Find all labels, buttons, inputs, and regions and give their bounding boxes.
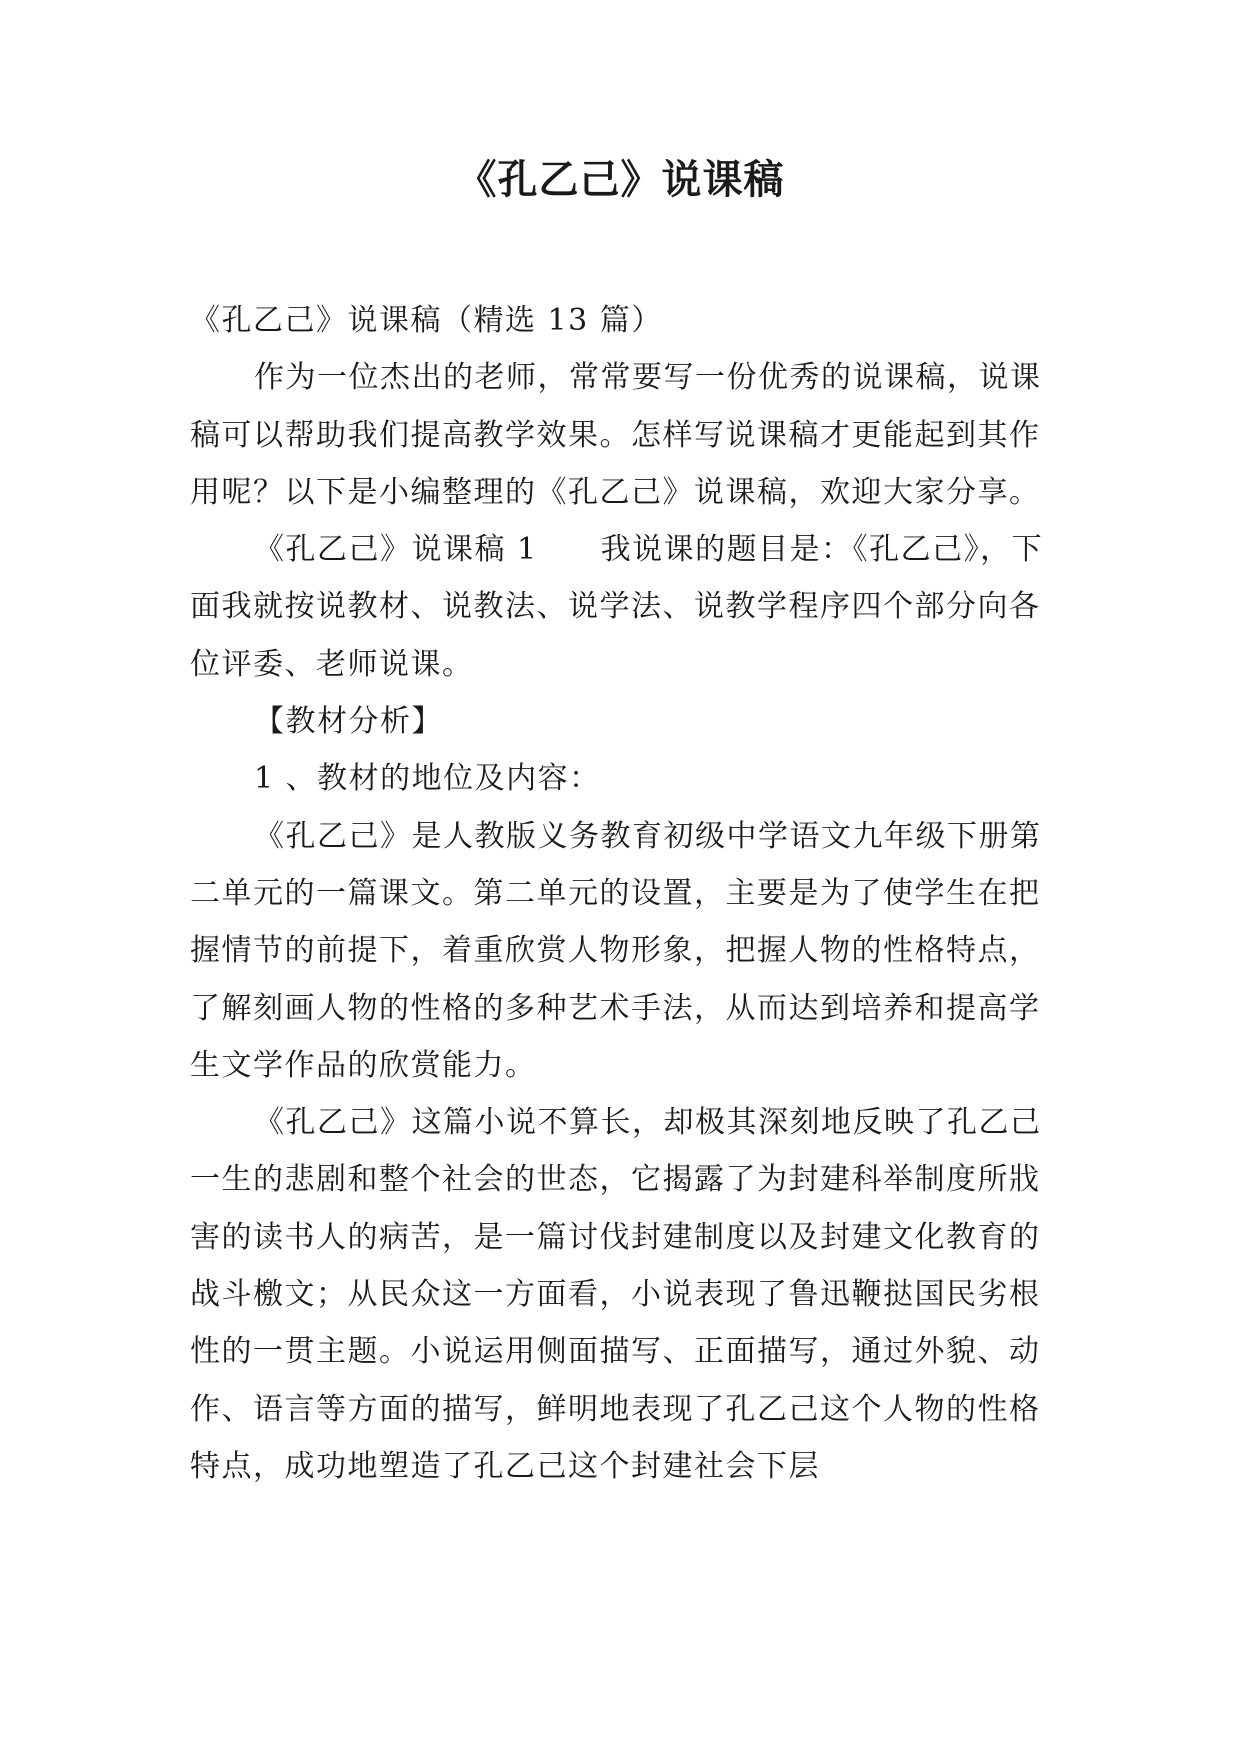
section-heading-textbook-analysis: 【教材分析】 bbox=[254, 704, 443, 740]
novel-analysis-paragraph: 《孔乙己》这篇小说不算长，却极其深刻地反映了孔乙己一生的悲剧和整个社会的世态，它揭露了为封建科举制度所戕害的读书人的病苦，是一篇讨伐封建制度以及封建文化教育的战斗檄文；从民众这一方面看，小说表现了鲁迅鞭挞国民劣根性的一贯主题。小说运用侧面描写、正面描写，通过外貌、动作、语言等方面的描写，鲜明地表现了孔乙己这个人物的性格特点，成功地塑造了孔乙己这个封建社会下层 bbox=[190, 1105, 1042, 1484]
intro-paragraph: 作为一位杰出的老师，常常要写一份优秀的说课稿，说课稿可以帮助我们提高教学效果。怎样写说课稿才更能起到其作用呢？以下是小编整理的《孔乙己》说课稿，欢迎大家分享。 bbox=[190, 360, 1042, 510]
textbook-position-paragraph: 《孔乙己》是人教版义务教育初级中学语文九年级下册第二单元的一篇课文。第二单元的设置，主要是为了使学生在把握情节的前提下，着重欣赏人物形象，把握人物的性格特点，了解刻画人物的性格的多种艺术手法，从而达到培养和提高学生文学作品的欣赏能力。 bbox=[190, 818, 1042, 1083]
document-subtitle: 《孔乙己》说课稿（精选 13 篇） bbox=[190, 303, 663, 338]
document-body bbox=[190, 292, 1048, 1495]
document-title: 《孔乙己》说课稿 bbox=[456, 157, 785, 203]
numbered-heading-textbook-position: 1 、教材的地位及内容： bbox=[254, 761, 601, 797]
lesson-1-opening-paragraph: 《孔乙己》说课稿 1 我说课的题目是：《孔乙己》，下面我就按说教材、说教法、说学法、说教学程序四个部分向各位评委、老师说课。 bbox=[190, 532, 1044, 682]
